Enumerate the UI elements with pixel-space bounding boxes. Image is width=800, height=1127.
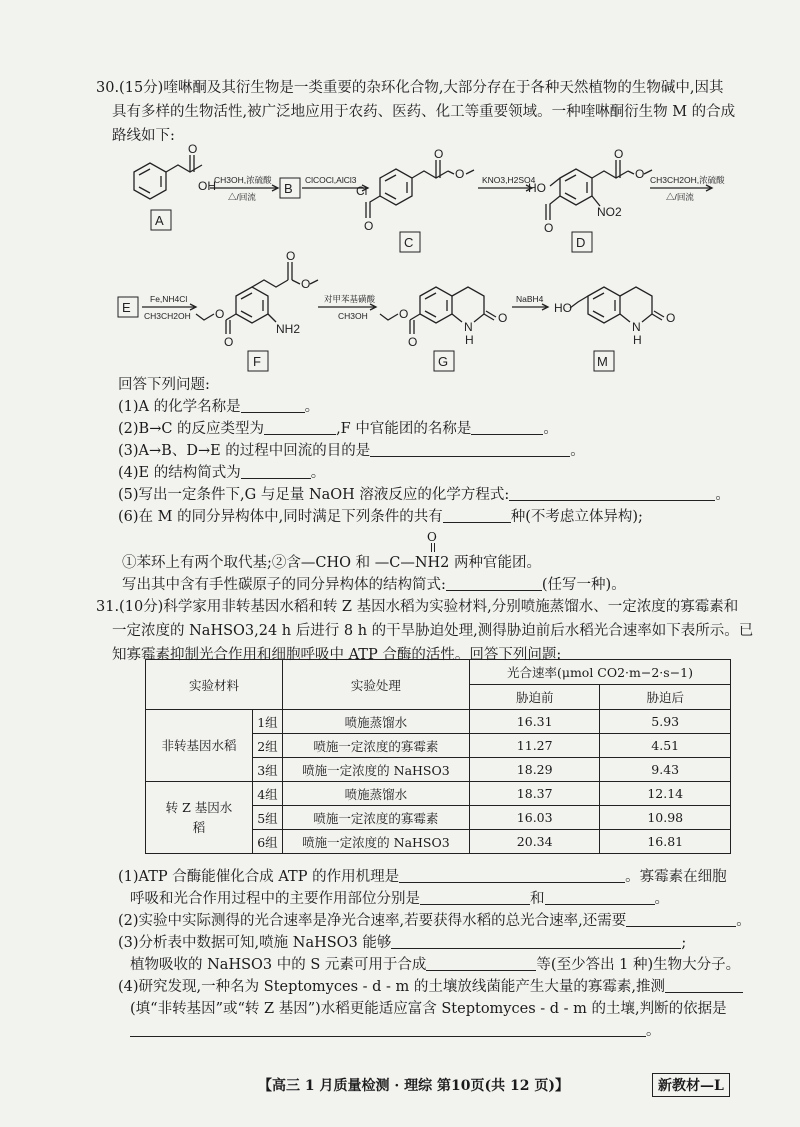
- header-before: 胁迫前: [469, 685, 600, 710]
- cell-group: 2组: [253, 734, 283, 758]
- atom-label: HO: [528, 181, 546, 195]
- text: 植物吸收的 NaHSO3 中的 S 元素可用于合成: [130, 957, 427, 973]
- cell-treatment: 喷施一定浓度的寡霉素: [282, 734, 469, 758]
- text: (3)分析表中数据可知,喷施 NaHSO3 能够: [118, 935, 392, 951]
- q31-sub1-cont: [130, 888, 669, 910]
- q30-line-3: 路线如下:: [112, 128, 175, 144]
- cell-after: 12.14: [600, 782, 731, 806]
- compound-label-M: M: [597, 354, 608, 369]
- text: (2)实验中实际测得的光合速率是净光合速率,若要获得水稻的总光合速率,还需要: [118, 913, 627, 929]
- answer-blank[interactable]: [370, 441, 570, 457]
- amide-double-bond: [434, 543, 436, 552]
- table-row: [146, 710, 731, 734]
- cell-group: 4组: [253, 782, 283, 806]
- compound-label-G: G: [438, 354, 449, 369]
- text: 。: [646, 1023, 661, 1039]
- reagent-label: ClCOCl,AlCl3: [305, 175, 357, 185]
- text: 。: [310, 465, 326, 481]
- q31-sub3: [118, 932, 686, 954]
- cell-before: 16.03: [469, 806, 600, 830]
- atom-label: N: [464, 320, 473, 334]
- compound-label-F: F: [253, 354, 261, 369]
- text: 。: [570, 443, 585, 459]
- reagent-label: 对甲苯基磺酸: [324, 294, 376, 304]
- q30-line-2: 具有多样的生物活性,被广泛地应用于农药、医药、化工等重要领域。一种喹啉酮衍生物 M 的合成: [112, 104, 736, 120]
- group-non-transgenic: 非转基因水稻: [146, 710, 253, 782]
- atom-label: O: [434, 147, 444, 161]
- answer-blank[interactable]: [665, 977, 743, 993]
- atom-label: H: [633, 333, 642, 347]
- atom-label: Cl: [356, 184, 368, 198]
- q31-sub1: [118, 866, 727, 888]
- group-transgenic: 转 Z 基因水稻: [146, 782, 253, 854]
- atom-label: O: [286, 249, 296, 263]
- text: 。: [654, 891, 669, 907]
- text: 写出其中含有手性碳原子的同分异构体的结构简式:: [122, 577, 446, 593]
- reagent-label: KNO3,H2SO4: [482, 175, 536, 185]
- answer-blank[interactable]: [130, 1021, 646, 1037]
- answer-blank[interactable]: [471, 419, 543, 435]
- atom-label: O: [455, 167, 465, 181]
- answer-blank[interactable]: [264, 419, 336, 435]
- cell-after: 4.51: [600, 734, 731, 758]
- reagent-label: Fe,NH4Cl: [150, 294, 188, 304]
- text: ;: [681, 935, 687, 951]
- compound-label-A: A: [155, 213, 164, 228]
- footer-text: 【高三 1 月质量检测 · 理综 第10页(共 12 页)】: [258, 1078, 569, 1094]
- q30-sub6-structure: [122, 574, 626, 596]
- cell-group: 6组: [253, 830, 283, 854]
- footer-tag: 新教材—L: [652, 1073, 730, 1097]
- text: 呼吸和光合作用过程中的主要作用部位分别是: [130, 891, 420, 907]
- atom-label: HO: [554, 301, 572, 315]
- atom-label: NO2: [597, 205, 622, 219]
- q30-conditions: [122, 552, 541, 574]
- cell-treatment: 喷施蒸馏水: [282, 782, 469, 806]
- answer-blank[interactable]: [443, 507, 511, 523]
- q30-sub6: [118, 506, 643, 528]
- atom-label: OH: [198, 179, 216, 193]
- cell-treatment: 喷施一定浓度的 NaHSO3: [282, 758, 469, 782]
- reagent-label: CH3CH2OH,浓硫酸: [650, 175, 725, 185]
- atom-label: O: [635, 167, 645, 181]
- atom-label: O: [188, 142, 198, 156]
- text: 。: [304, 399, 320, 415]
- q30-sub2: [118, 418, 558, 440]
- atom-label: O: [301, 277, 311, 291]
- text: ,F 中官能团的名称是: [336, 421, 472, 437]
- header-material: 实验材料: [146, 660, 283, 710]
- q31-line-1: 31.(10分)科学家用非转基因水稻和转 Z 基因水稻为实验材料,分别喷施蒸馏水、一定浓度的寡霉素和: [96, 599, 739, 615]
- atom-label: O: [399, 307, 409, 321]
- cell-group: 3组: [253, 758, 283, 782]
- cell-after: 16.81: [600, 830, 731, 854]
- cell-after: 5.93: [600, 710, 731, 734]
- q30-intro: 回答下列问题:: [118, 377, 210, 393]
- q30-line-1: 30.(15分)喹啉酮及其衍生物是一类重要的杂环化合物,大部分存在于各种天然植物的生物碱中,因其: [96, 80, 724, 96]
- text: (5)写出一定条件下,G 与足量 NaOH 溶液反应的化学方程式:: [118, 487, 510, 503]
- cell-treatment: 喷施一定浓度的寡霉素: [282, 806, 469, 830]
- compound-label-C: C: [404, 235, 414, 250]
- cell-before: 18.37: [469, 782, 600, 806]
- header-after: 胁迫后: [600, 685, 731, 710]
- cell-before: 20.34: [469, 830, 600, 854]
- compound-label-E: E: [122, 300, 131, 315]
- header-treatment: 实验处理: [282, 660, 469, 710]
- q30-sub5: [118, 484, 730, 506]
- atom-label: O: [408, 335, 418, 349]
- atom-label: NH2: [276, 322, 301, 336]
- compound-label-B: B: [284, 181, 293, 196]
- text: 和: [530, 891, 545, 907]
- text: 等(至少答出 1 种)生物大分子。: [536, 957, 741, 973]
- text: (2)B→C 的反应类型为: [118, 421, 265, 437]
- reagent-label: CH3OH,浓硫酸: [214, 175, 272, 185]
- answer-blank[interactable]: [420, 889, 530, 905]
- cell-after: 10.98: [600, 806, 731, 830]
- answer-blank[interactable]: [626, 911, 736, 927]
- q30-sub3: [118, 440, 585, 462]
- text: 。寡霉素在细胞: [625, 869, 727, 885]
- q31-sub3-cont: [130, 954, 740, 976]
- text: (6)在 M 的同分异构体中,同时满足下列条件的共有: [118, 509, 443, 525]
- text: 。: [543, 421, 558, 437]
- text: 两种官能团。: [454, 555, 541, 571]
- reagent-label: CH3OH: [338, 311, 368, 321]
- text: (4)E 的结构简式为: [118, 465, 241, 481]
- text: 种(不考虑立体异构);: [510, 509, 643, 525]
- answer-blank[interactable]: [446, 575, 542, 591]
- cell-before: 18.29: [469, 758, 600, 782]
- answer-blank[interactable]: [391, 933, 681, 949]
- text: 。: [715, 487, 730, 503]
- atom-label: O: [614, 147, 624, 161]
- atom-label: O: [544, 221, 554, 235]
- header-rate: 光合速率(μmol CO2·m−2·s−1): [469, 660, 730, 685]
- q30-sub4: [118, 462, 325, 484]
- answer-blank[interactable]: [545, 889, 655, 905]
- answer-blank[interactable]: [509, 485, 715, 501]
- q31-sub4: [118, 976, 743, 998]
- cell-before: 11.27: [469, 734, 600, 758]
- atom-label: N: [632, 320, 641, 334]
- text: (4)研究发现,一种名为 Steptomyces - d - m 的土壤放线菌能产生大量的寡霉素,推测: [118, 979, 666, 995]
- atom-label: O: [364, 219, 374, 233]
- atom-label: O: [215, 307, 225, 321]
- q31-sub4-answer: [130, 1020, 661, 1042]
- answer-blank[interactable]: [241, 397, 305, 413]
- cell-treatment: 喷施一定浓度的 NaHSO3: [282, 830, 469, 854]
- cell-before: 16.31: [469, 710, 600, 734]
- text: (1)ATP 合酶能催化合成 ATP 的作用机理是: [118, 869, 400, 885]
- answer-blank[interactable]: [399, 867, 625, 883]
- q31-line-3: 知寡霉素抑制光合作用和细胞呼吸中 ATP 合酶的活性。回答下列问题:: [112, 647, 562, 663]
- text: (3)A→B、D→E 的过程中回流的目的是: [118, 443, 371, 459]
- q30-sub1: [118, 396, 319, 418]
- atom-label: O: [498, 311, 508, 325]
- answer-blank[interactable]: [426, 955, 536, 971]
- q31-sub4-cont: (填“非转基因”或“转 Z 基因”)水稻更能适应富含 Steptomyces - d - m 的土壤,判断的依据是: [130, 1001, 727, 1017]
- reagent-label: △/回流: [666, 192, 694, 202]
- text: (任写一种)。: [541, 577, 626, 593]
- top-cut-mark: [255, 0, 315, 7]
- reagent-label: CH3CH2OH: [144, 311, 191, 321]
- synthesis-scheme: [0, 140, 800, 380]
- cell-group: 5组: [253, 806, 283, 830]
- amide-group: —C—NH2: [374, 555, 450, 571]
- compound-label-D: D: [576, 235, 586, 250]
- atom-label: O: [224, 335, 234, 349]
- atom-label: O: [666, 311, 676, 325]
- q31-line-2: 一定浓度的 NaHSO3,24 h 后进行 8 h 的干旱胁迫处理,测得胁迫前后水稻光合速率如下表所示。已: [112, 623, 754, 639]
- cell-after: 9.43: [600, 758, 731, 782]
- table-row: [146, 782, 731, 806]
- top-cut-mark: [450, 0, 480, 7]
- photosynthesis-table: [145, 659, 731, 854]
- cell-treatment: 喷施蒸馏水: [282, 710, 469, 734]
- amide-double-bond: [431, 543, 433, 552]
- amide-carbonyl-o: O: [427, 530, 437, 544]
- q31-sub2: [118, 910, 751, 932]
- text: ①苯环上有两个取代基;②含—CHO 和: [122, 555, 371, 571]
- answer-blank[interactable]: [241, 463, 311, 479]
- cell-group: 1组: [253, 710, 283, 734]
- text: 。: [736, 913, 751, 929]
- atom-label: H: [465, 333, 474, 347]
- text: (1)A 的化学名称是: [118, 399, 241, 415]
- reagent-label: △/回流: [228, 192, 256, 202]
- reagent-label: NaBH4: [516, 294, 544, 304]
